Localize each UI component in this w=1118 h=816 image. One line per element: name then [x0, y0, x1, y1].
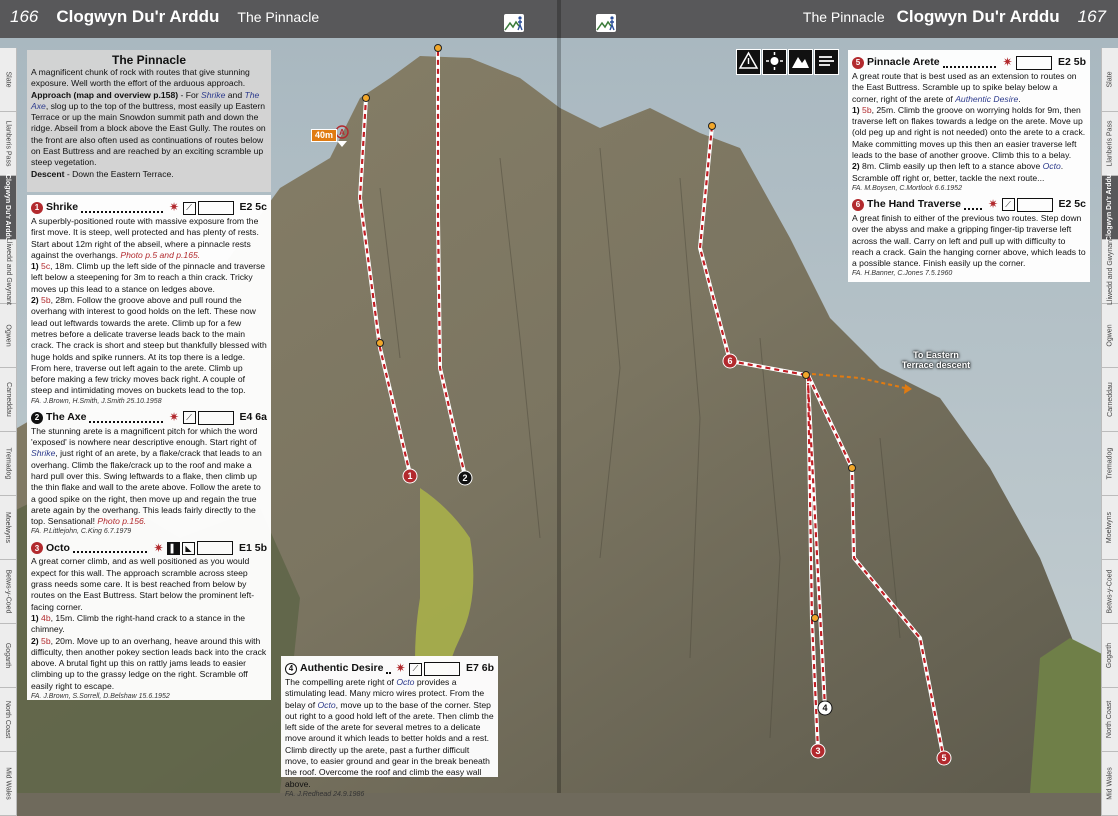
route-name: The Hand Traverse	[867, 198, 961, 211]
technical-icon: ⟋	[409, 663, 422, 676]
route-grade: E7 6b	[465, 662, 494, 675]
first-ascent: FA. P.Littlejohn, C.King 6.7.1979	[31, 528, 132, 536]
pitch-1: 1) 5c, 18m. Climb up the left side of the pinnacle and traverse left below a steepening for 3m to reach a thin crack. Tricky moves up this lead to a stance on ledges above.	[31, 261, 266, 294]
route-grade: E2 5c	[1058, 198, 1086, 211]
star-rating-box	[197, 541, 233, 555]
route-header-octo	[31, 540, 267, 556]
left-crag-title: Clogwyn Du'r Arddu	[56, 7, 220, 26]
star-rating-box	[1016, 56, 1052, 70]
sunburst-icon: ✷	[169, 410, 180, 425]
pitch-1: 1) 5b, 25m. Climb the groove on worrying holds for 9m, then traverse left on flakes towards a ledge on the arete. Move up (old peg up and right is not needed) onto the arete to a crack. Make committing moves up this then an easier traverse left leads to the base of another groove. Climb this to a belay.	[852, 104, 1086, 161]
tab-carneddau[interactable]: Carneddau	[1101, 368, 1118, 432]
star-rating-box	[198, 411, 234, 425]
star-rating-box	[424, 662, 460, 676]
tab-mid-wales[interactable]: Mid Wales	[0, 752, 17, 816]
route-grade: E2 5c	[239, 201, 267, 214]
first-ascent: FA. M.Boysen, C.Mortlock 6.6.1952	[852, 184, 962, 192]
first-ascent: FA. H.Banner, C.Jones 7.5.1960	[852, 270, 953, 278]
intro-title: The Pinnacle	[111, 53, 187, 67]
route-name: Authentic Desire	[300, 662, 384, 675]
pitch-1: 1) 4b, 15m. Climb the right-hand crack to a stance in the chimney.	[31, 612, 246, 635]
tab-lliwedd-and-gwynant[interactable]: Lliwedd and Gwynant	[1101, 240, 1118, 304]
route-name: The Axe	[46, 411, 87, 424]
route-marker-6: 6	[727, 356, 733, 366]
tab-north-coast[interactable]: North Coast	[0, 688, 17, 752]
route-name: Shrike	[46, 201, 79, 214]
walker-icon	[504, 14, 524, 32]
left-area-tabs	[0, 48, 17, 816]
green-hillside	[1030, 638, 1110, 793]
tab-gogarth[interactable]: Gogarth	[1101, 624, 1118, 688]
tab-north-coast[interactable]: North Coast	[1101, 688, 1118, 752]
corner-icon: ▌	[167, 542, 180, 555]
route-grade: E2 5b	[1057, 56, 1086, 69]
sunburst-icon: ✷	[1002, 55, 1013, 70]
sun-icon	[762, 49, 787, 75]
left-page-number: 166	[10, 7, 39, 26]
tab-betws-y-coed[interactable]: Betws-y-Coed	[1101, 560, 1118, 624]
star-rating-box	[198, 201, 234, 215]
pitch-2: 2) 5b, 20m. Move up to an overhang, heave around this with difficulty, then another pokey section leads back into the crack above. A brutal fight up this on rattly jams leads to easier climbing up to the grassy ledge on the right. Scramble off easily right to escape.	[31, 635, 267, 691]
route-name: Octo	[46, 541, 70, 554]
tab-clogwyn-dur-arddu[interactable]: Clogwyn Du'r Arddu	[0, 176, 17, 240]
right-page-number: 167	[1077, 7, 1106, 26]
route-grade: E4 6a	[239, 411, 267, 424]
route-header-the-axe	[31, 410, 267, 426]
route-description: The compelling arete right of Octo provides a stimulating lead. Many micro wires protect. From the belay of Octo, move up to the base of the corner. Step out right to a good hold left of the arete. Then climb the left side of the arete for several metres to a delicate move around it which leads to better holds and a rest. Climb directly up the arete, past a further difficult move, to easier ground and gear in the break beneath the roof. Overcome the roof and climb the easy wall above.	[285, 677, 494, 789]
pitch-2: 2) 5b, 28m. Follow the groove above and pull round the overhang with interest to good holds on the left. These now lead out leftwards towards the arete. Climb up for a few metres before a delicate traverse leads back to the main crack. The crack is short and steep but thankfully blessed with huge holds and spike runners. At its top there is a ledge. From here, traverse out left again to the arete. Climb up before making a few tricky moves back right. A couple of steep and intimidating moves on buckets lead to the top.	[31, 295, 267, 396]
left-page-heading	[10, 7, 319, 27]
route-number-badge: 6	[852, 199, 864, 211]
route-number-badge: 5	[852, 57, 864, 69]
windy-icon	[814, 49, 839, 75]
star-rating-box	[1017, 198, 1053, 212]
sunburst-icon: ✷	[395, 661, 406, 676]
routes-box-authentic-desire	[281, 656, 498, 798]
tab-betws-y-coed[interactable]: Betws-y-Coed	[0, 560, 17, 624]
sunburst-icon: ✷	[169, 200, 180, 215]
route-marker-4: 4	[822, 703, 828, 713]
crack-icon: ⟋	[183, 411, 196, 424]
left-section-title: The Pinnacle	[237, 9, 320, 25]
routes-box-right	[848, 50, 1090, 282]
tab-clogwyn-dur-arddu[interactable]: Clogwyn Du'r Arddu	[1101, 176, 1118, 240]
route-description: A superbly-positioned route with massive exposure from the first move. It is steep, well protected and has plenty of rests. Start about 12m right of the abseil, where a pinnacle rests against the overhangs. Photo p.5 and p.165.	[31, 216, 259, 260]
first-ascent: FA. J.Brown, H.Smith, J.Smith 25.10.1958	[31, 397, 162, 405]
abseil-marker-label: A	[339, 128, 345, 137]
route-marker-1: 1	[407, 471, 413, 481]
tab-moelwyns[interactable]: Moelwyns	[0, 496, 17, 560]
walker-icon	[596, 14, 616, 32]
pitch-2: 2) 8m. Climb easily up then left to a stance above Octo. Scramble off right or, better, tackle the next route...	[852, 161, 1064, 183]
right-section-title: The Pinnacle	[802, 9, 885, 25]
tab-tremadog[interactable]: Tremadog	[1101, 432, 1118, 496]
route-number-badge: 1	[31, 202, 43, 214]
right-crag-title: Clogwyn Du'r Arddu	[896, 7, 1060, 26]
tab-llanberis-pass[interactable]: Llanberis Pass	[1101, 112, 1118, 176]
route-description: A great finish to either of the previous two routes. Step down over the abyss and make a gripping finger-tip traverse left across the wall. Carry on left and pull up with difficulty to reach a crack. Gain the hanging corner above, which leads to a possible stance. Finish easily up the corner.	[852, 212, 1086, 269]
route-marker-2: 2	[462, 473, 468, 483]
descent-annotation: To Eastern Terrace descent	[901, 350, 971, 370]
route-number-badge: 4	[285, 663, 297, 675]
tab-carneddau[interactable]: Carneddau	[0, 368, 17, 432]
jam-icon: ◣	[182, 542, 195, 555]
right-page-heading	[803, 7, 1106, 27]
first-ascent: FA. J.Brown, S.Sorrell, D.Belshaw 15.6.1952	[31, 692, 170, 700]
route-marker-5: 5	[941, 753, 947, 763]
crack-icon: ⟋	[183, 202, 196, 215]
mountain-icon	[788, 49, 813, 75]
page-gutter	[557, 0, 561, 793]
tab-slate[interactable]: Slate	[0, 48, 17, 112]
tab-llanberis-pass[interactable]: Llanberis Pass	[0, 112, 17, 176]
routes-box-left	[27, 195, 271, 700]
route-description: A great route that is best used as an extension to routes on the East Buttress. Scramble up to spike belay below a corner, right of the arete of Authentic Desire.	[852, 71, 1077, 104]
route-description: The stunning arete is a magnificent pitch for which the word 'exposed' is nowhere near descriptive enough. Start right of Shrike, just right of an arete, by a flake/crack that leads to an overhang. Climb the flake/crack up to the roof and make a hard pull over this. Swing leftwards to a flake, then climb up the thin flake and wall to the arete above. Follow the arete to a good spike on the right, then move up and regain the true arete again by the overhang. This leads fairly directly to the top. Sensational! Photo p.156.	[31, 425, 262, 527]
route-header-authentic-desire	[285, 661, 494, 677]
sunburst-icon: ✷	[153, 540, 164, 555]
intro-box	[27, 50, 271, 192]
tab-moelwyns[interactable]: Moelwyns	[1101, 496, 1118, 560]
route-description: A great corner climb, and as well positioned as you would expect for this wall. The approach scramble across steep grass needs some care. It is best reached from below by routes on the East Buttress. Start below the prominent left-facing corner.	[31, 556, 255, 612]
distance-label: 40m	[311, 129, 337, 142]
sunburst-icon: ✷	[988, 197, 999, 212]
route-header-shrike	[31, 200, 267, 216]
crack-icon: ⟋	[1002, 198, 1015, 211]
route-header-hand-traverse	[852, 197, 1086, 213]
right-area-tabs	[1101, 48, 1118, 816]
route-name: Pinnacle Arete	[867, 56, 940, 69]
tab-slate[interactable]: Slate	[1101, 48, 1118, 112]
first-ascent: FA. J.Redhead 24.9.1986	[285, 790, 365, 798]
warning-icon	[736, 49, 761, 75]
tab-tremadog[interactable]: Tremadog	[0, 432, 17, 496]
tab-gogarth[interactable]: Gogarth	[0, 624, 17, 688]
route-number-badge: 2	[31, 412, 43, 424]
tab-ogwen[interactable]: Ogwen	[1101, 304, 1118, 368]
tab-lliwedd-and-gwynant[interactable]: Lliwedd and Gwynant	[0, 240, 17, 304]
tab-ogwen[interactable]: Ogwen	[0, 304, 17, 368]
route-number-badge: 3	[31, 542, 43, 554]
route-marker-3: 3	[815, 746, 821, 756]
route-header-pinnacle-arete	[852, 55, 1086, 71]
route-grade: E1 5b	[238, 541, 267, 554]
tab-mid-wales[interactable]: Mid Wales	[1101, 752, 1118, 816]
intro-text: A magnificent chunk of rock with routes that give stunning exposure. Well worth the effort of the arduous approach. Approach (map and overview p.158) - For Shrike and The Axe, slog up to the top of the buttress, most easily up Eastern Terrace or up the main Snowdon summit path and down the ridge. Abseil from a block above the East Gully. The routes on the front are also often used as continuations of routes below on East Buttress and are reached by an exciting scramble up steep vegetation. Descent - Down the Eastern Terrace.	[31, 67, 266, 179]
